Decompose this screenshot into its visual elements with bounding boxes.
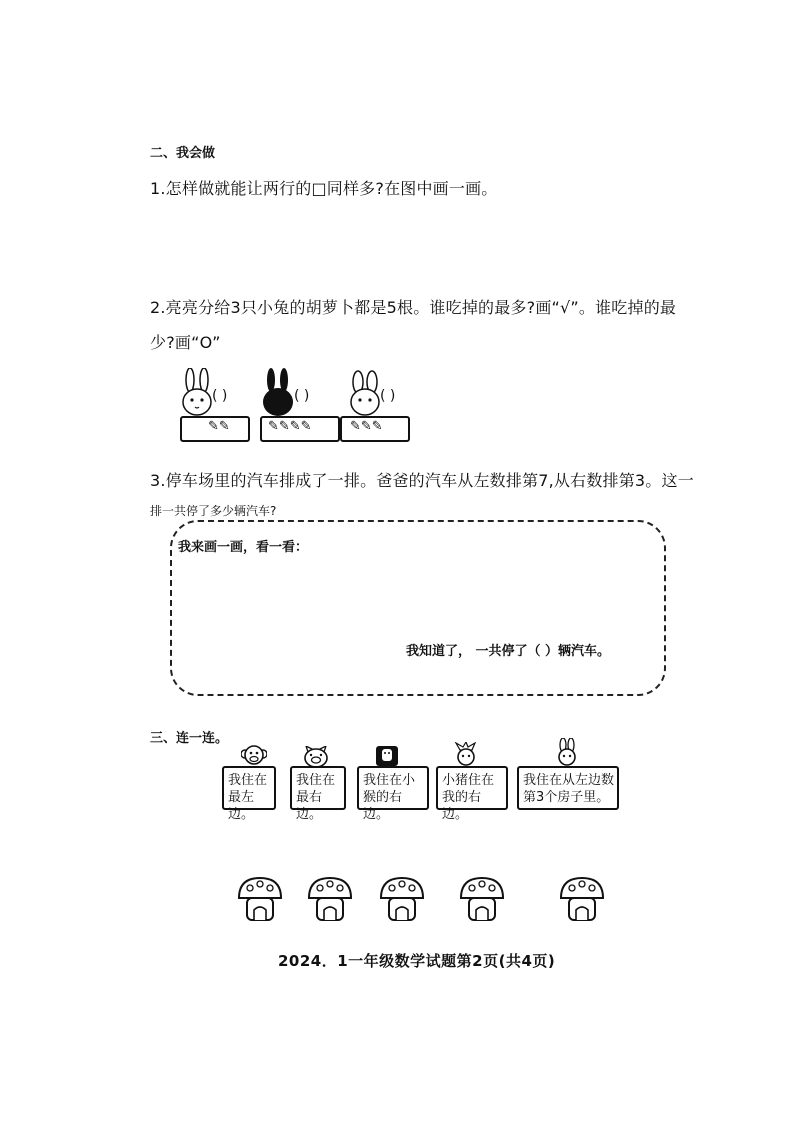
answer-paren-3[interactable]: ( ) <box>380 388 396 404</box>
answer-paren-2[interactable]: ( ) <box>294 388 310 404</box>
drawing-area[interactable] <box>170 520 666 696</box>
black-rabbit-icon <box>258 368 298 418</box>
mushroom-house-icon[interactable] <box>458 876 506 922</box>
carrot-box-3 <box>340 416 410 442</box>
rabbits-illustration <box>178 368 428 443</box>
dog-icon <box>375 745 399 767</box>
carrot-box-2 <box>260 416 340 442</box>
carrot-icon: ✎✎✎✎ <box>268 419 312 434</box>
carrot-box-1 <box>180 416 250 442</box>
pig-icon <box>302 746 330 768</box>
speech-box-5[interactable]: 我住在从左边数第3个房子里。 <box>517 766 619 810</box>
mushroom-house-icon[interactable] <box>378 876 426 922</box>
carrot-icon: ✎✎✎ <box>350 419 383 434</box>
question-2-line-1: 2.亮亮分给3只小兔的胡萝卜都是5根。谁吃掉的最多?画“√”。谁吃掉的最 <box>150 298 677 317</box>
mushroom-house-icon[interactable] <box>306 876 354 922</box>
mushroom-house-icon[interactable] <box>236 876 284 922</box>
speech-box-1[interactable]: 我住在最左边。 <box>222 766 276 810</box>
section-3-title: 三、连一连。 <box>150 731 229 746</box>
page-footer: 2024．1一年级数学试题第2页(共4页) <box>278 952 556 970</box>
speech-box-2[interactable]: 我住在最右边。 <box>290 766 346 810</box>
speech-box-4[interactable]: 小猪住在我的右边。 <box>436 766 508 810</box>
monkey-icon <box>241 744 267 766</box>
bird-icon <box>452 742 480 766</box>
rabbit-icon <box>555 738 579 766</box>
answer-paren-1[interactable]: ( ) <box>212 388 228 404</box>
mushroom-house-icon[interactable] <box>558 876 606 922</box>
drawing-area-answer: 我知道了， 一共停了（ ）辆汽车。 <box>406 644 611 659</box>
question-2-line-2: 少?画“O” <box>150 333 221 352</box>
carrot-icon: ✎✎ <box>208 419 230 434</box>
question-3-line-1: 3.停车场里的汽车排成了一排。爸爸的汽车从左数排第7,从右数排第3。这一 <box>150 471 694 490</box>
speech-box-3[interactable]: 我住在小猴的右边。 <box>357 766 429 810</box>
question-1: 1.怎样做就能让两行的□同样多?在图中画一画。 <box>150 179 498 198</box>
section-2-title: 二、我会做 <box>150 146 216 161</box>
question-3-line-2: 排一共停了多少辆汽车? <box>150 504 277 518</box>
drawing-area-title: 我来画一画，看一看： <box>178 540 309 555</box>
